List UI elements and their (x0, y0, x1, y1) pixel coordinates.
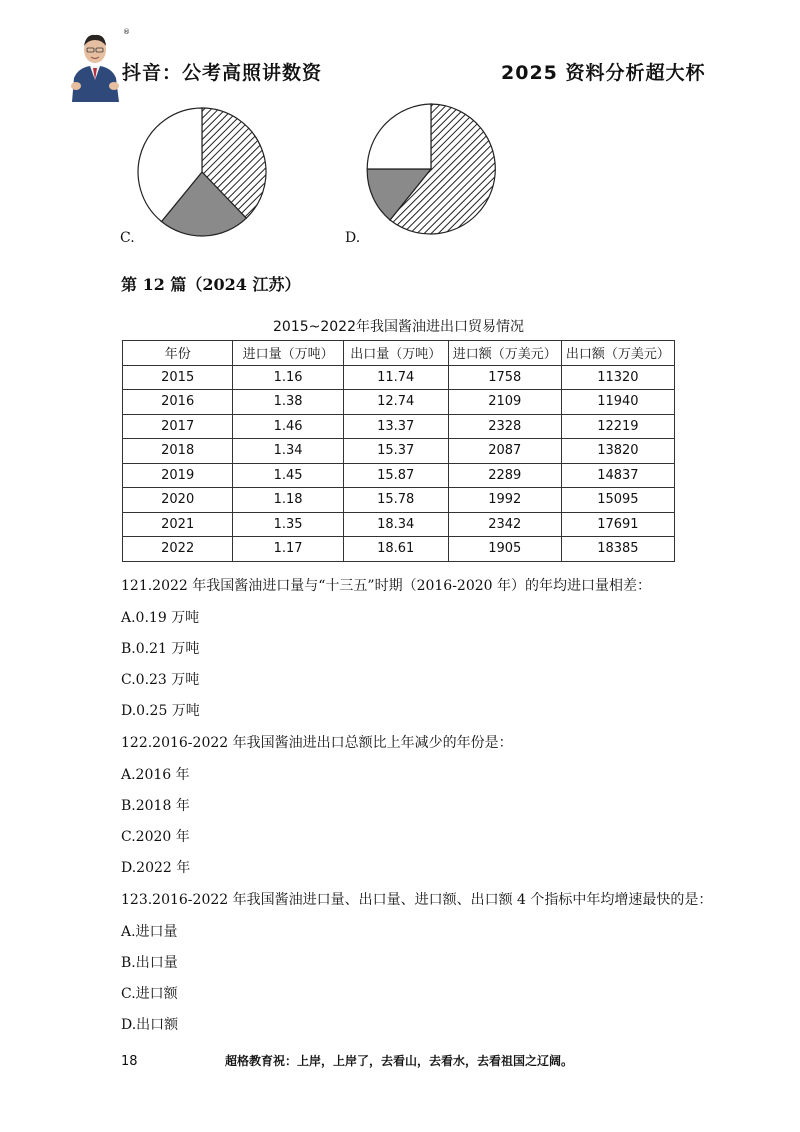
table-cell: 13820 (561, 439, 674, 464)
question-123-option-a: A.进口量 (121, 924, 178, 940)
table-cell: 15.37 (343, 439, 448, 464)
question-123-option-d: D.出口额 (121, 1017, 179, 1033)
table-cell: 2022 (123, 537, 233, 562)
table-cell: 2021 (123, 512, 233, 537)
table-cell: 12219 (561, 414, 674, 439)
table-row (123, 414, 675, 439)
header-import-value: 进口额（万美元） (448, 341, 561, 366)
table-cell: 1992 (448, 488, 561, 513)
table-cell: 1.34 (233, 439, 343, 464)
question-123-stem: 123.2016-2022 年我国酱油进口量、出口量、进口额、出口额 4 个指标中年均增速最快的是： (121, 892, 713, 908)
table-cell: 15.78 (343, 488, 448, 513)
header-channel-title: 抖音：公考高照讲数资 (122, 62, 323, 84)
table-cell: 2328 (448, 414, 561, 439)
table-cell: 1.38 (233, 390, 343, 415)
table-cell: 11940 (561, 390, 674, 415)
table-cell: 2109 (448, 390, 561, 415)
question-121-option-c: C.0.23 万吨 (121, 672, 200, 688)
header-export-volume: 出口量（万吨） (343, 341, 448, 366)
question-121-option-d: D.0.25 万吨 (121, 703, 200, 719)
table-cell: 2289 (448, 463, 561, 488)
table-cell: 1905 (448, 537, 561, 562)
header-export-value: 出口额（万美元） (561, 341, 674, 366)
table-row (123, 463, 675, 488)
table-row (123, 439, 675, 464)
section-title: 第 12 篇（2024 江苏） (121, 275, 301, 294)
table-cell: 18.61 (343, 537, 448, 562)
table-cell: 18.34 (343, 512, 448, 537)
table-cell: 1.16 (233, 365, 343, 390)
table-row (123, 488, 675, 513)
table-cell: 12.74 (343, 390, 448, 415)
table-cell: 13.37 (343, 414, 448, 439)
table-cell: 1.45 (233, 463, 343, 488)
table-cell: 2016 (123, 390, 233, 415)
table-header-row (123, 341, 675, 366)
question-121-stem: 121.2022 年我国酱油进口量与“十三五”时期（2016-2020 年）的年均进口量相差： (121, 578, 652, 594)
question-122-option-d: D.2022 年 (121, 860, 191, 876)
question-121-option-a: A.0.19 万吨 (121, 610, 200, 626)
table-cell: 14837 (561, 463, 674, 488)
pie-d-white-slice (367, 104, 431, 169)
option-d-label: D. (345, 230, 361, 246)
table-cell: 2015 (123, 365, 233, 390)
page-number: 18 (121, 1054, 138, 1069)
table-cell: 2018 (123, 439, 233, 464)
question-123-option-b: B.出口量 (121, 955, 178, 971)
registered-mark: ® (123, 28, 130, 36)
table-cell: 2342 (448, 512, 561, 537)
question-122-option-a: A.2016 年 (121, 767, 190, 783)
question-122-option-b: B.2018 年 (121, 798, 190, 814)
table-cell: 18385 (561, 537, 674, 562)
table-cell: 1.17 (233, 537, 343, 562)
table-cell: 11320 (561, 365, 674, 390)
pie-chart-option-d (364, 102, 498, 236)
table-cell: 1.18 (233, 488, 343, 513)
table-cell: 15.87 (343, 463, 448, 488)
question-121-option-b: B.0.21 万吨 (121, 641, 200, 657)
soy-sauce-trade-table (122, 340, 675, 562)
table-cell: 1758 (448, 365, 561, 390)
presenter-avatar (66, 28, 124, 102)
table-cell: 2017 (123, 414, 233, 439)
table-cell: 1.46 (233, 414, 343, 439)
table-cell: 2020 (123, 488, 233, 513)
header-year: 年份 (123, 341, 233, 366)
question-123-option-c: C.进口额 (121, 986, 178, 1002)
header-series-title: 2025 资料分析超大杯 (501, 62, 706, 84)
table-caption: 2015~2022年我国酱油进出口贸易情况 (273, 319, 524, 335)
pie-chart-option-c (136, 106, 268, 238)
option-c-label: C. (120, 230, 135, 246)
question-122-stem: 122.2016-2022 年我国酱油进出口总额比上年减少的年份是： (121, 735, 513, 751)
question-122-option-c: C.2020 年 (121, 829, 190, 845)
table-cell: 11.74 (343, 365, 448, 390)
table-cell: 15095 (561, 488, 674, 513)
table-row (123, 390, 675, 415)
header-import-volume: 进口量（万吨） (233, 341, 343, 366)
table-row (123, 512, 675, 537)
table-row (123, 365, 675, 390)
table-cell: 17691 (561, 512, 674, 537)
table-cell: 2087 (448, 439, 561, 464)
table-cell: 2019 (123, 463, 233, 488)
footer-slogan: 超格教育祝：上岸，上岸了，去看山，去看水，去看祖国之辽阔。 (225, 1054, 574, 1068)
table-cell: 1.35 (233, 512, 343, 537)
table-row (123, 537, 675, 562)
